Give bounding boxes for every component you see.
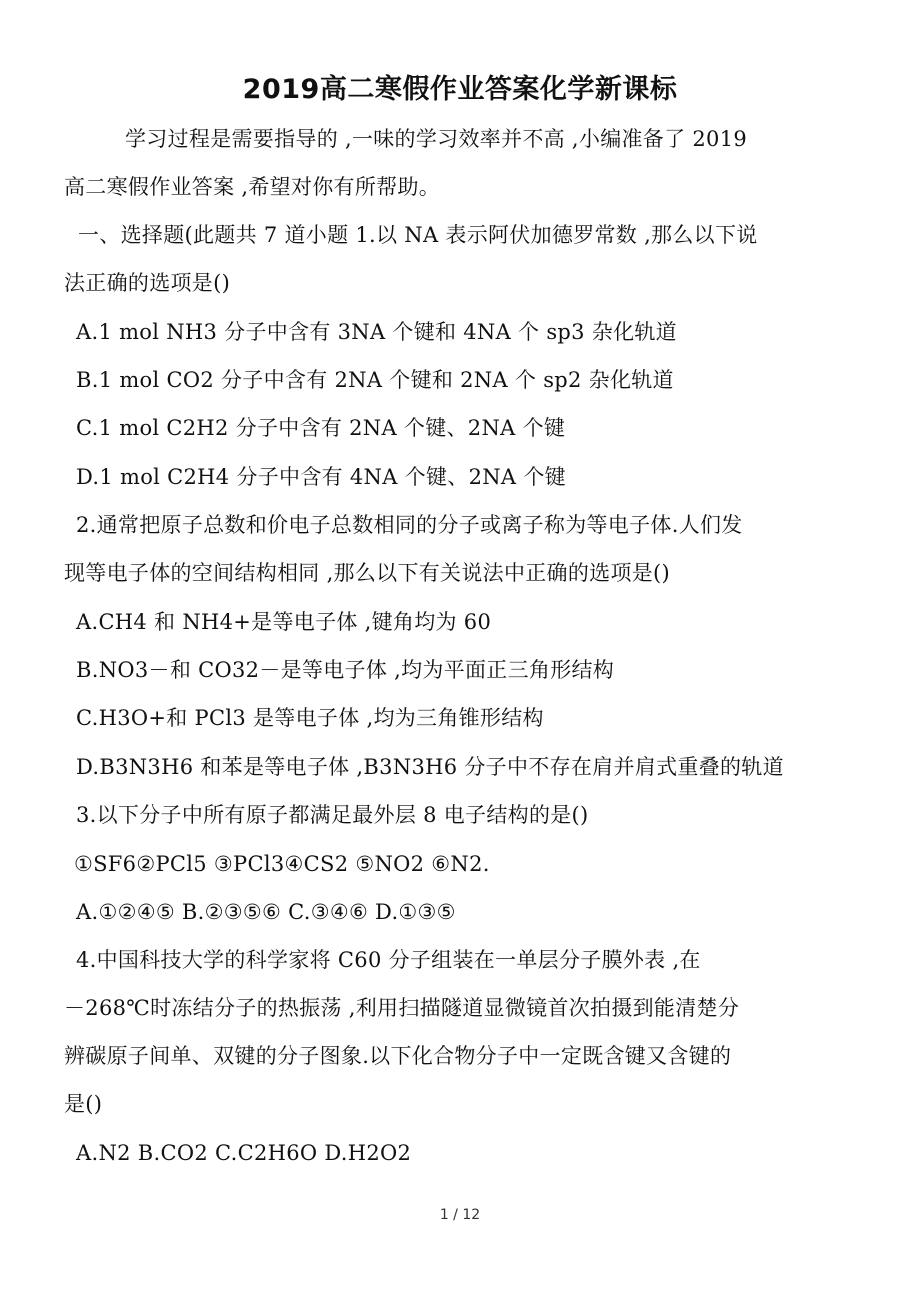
option-line: C.H3O+和 PCl3 是等电子体 ,均为三角锥形结构 (76, 706, 544, 730)
option-line: A.1 mol NH3 分子中含有 3NA 个键和 4NA 个 sp3 杂化轨道 (76, 320, 677, 344)
question-line: 现等电子体的空间结构相同 ,那么以下有关说法中正确的选项是() (64, 561, 671, 585)
option-line: B.1 mol CO2 分子中含有 2NA 个键和 2NA 个 sp2 杂化轨道 (76, 368, 674, 392)
document-title: 2019高二寒假作业答案化学新课标 (242, 74, 678, 105)
question-line: 3.以下分子中所有原子都满足最外层 8 电子结构的是() (76, 803, 589, 827)
question-line: 辨碳原子间单、双键的分子图象.以下化合物分子中一定既含键又含键的 (64, 1044, 732, 1068)
option-line: A.CH4 和 NH4+是等电子体 ,键角均为 60 (76, 610, 492, 634)
option-line: C.1 mol C2H2 分子中含有 2NA 个键、2NA 个键 (76, 416, 566, 440)
option-line: A.N2 B.CO2 C.C2H6O D.H2O2 (76, 1141, 412, 1165)
question-line: 4.中国科技大学的科学家将 C60 分子组装在一单层分子膜外表 ,在 (76, 948, 701, 972)
question-line: 一、选择题(此题共 7 道小题 1.以 NA 表示阿伏加德罗常数 ,那么以下说 (78, 223, 758, 247)
question-line: 是() (64, 1092, 103, 1116)
option-line: B.NO3－和 CO32－是等电子体 ,均为平面正三角形结构 (76, 658, 615, 682)
option-line: D.1 mol C2H4 分子中含有 4NA 个键、2NA 个键 (76, 465, 566, 489)
option-line: A.①②④⑤ B.②③⑤⑥ C.③④⑥ D.①③⑤ (76, 900, 456, 924)
paragraph-line: 高二寒假作业答案 ,希望对你有所帮助。 (64, 175, 441, 199)
question-line: －268℃时冻结分子的热振荡 ,利用扫描隧道显微镜首次拍摄到能清楚分 (64, 996, 740, 1020)
question-line: 法正确的选项是() (64, 271, 231, 295)
page-number: 1 / 12 (439, 1207, 481, 1223)
paragraph-line: 学习过程是需要指导的 ,一味的学习效率并不高 ,小编准备了 2019 (125, 127, 748, 151)
option-line: D.B3N3H6 和苯是等电子体 ,B3N3H6 分子中不存在肩并肩式重叠的轨道 (76, 755, 784, 779)
question-line: 2.通常把原子总数和价电子总数相同的分子或离子称为等电子体.人们发 (76, 513, 743, 537)
option-line: ①SF6②PCl5 ③PCl3④CS2 ⑤NO2 ⑥N2. (74, 852, 490, 876)
